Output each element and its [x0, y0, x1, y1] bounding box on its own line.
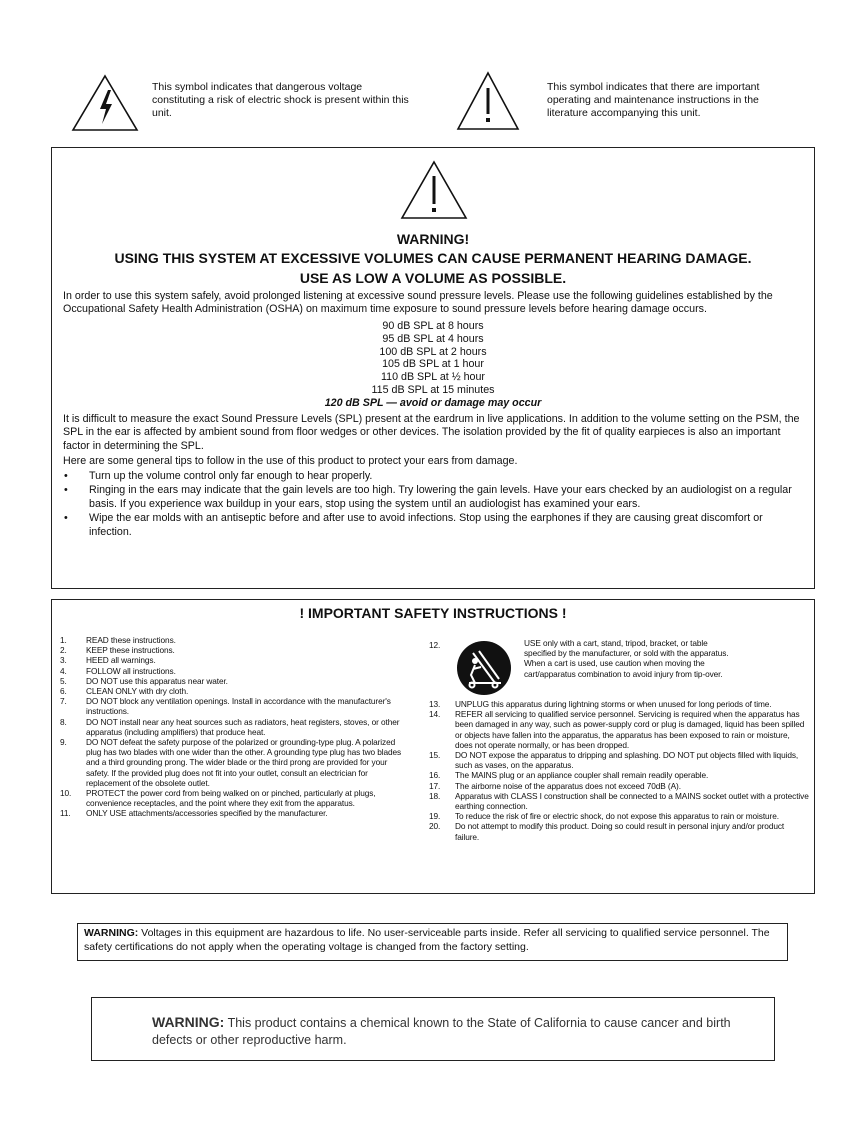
hearing-damage-warning-box	[51, 147, 815, 589]
tip-item: • Wipe the ear molds with an antiseptic before and after use to avoid infections. Stop using the earphones if they are causing great discomfort or infection.	[63, 511, 807, 539]
safety-item: 1. READ these instructions.	[60, 635, 176, 645]
attention-exclamation-icon	[456, 71, 520, 131]
cart-tip-over-icon	[455, 639, 513, 697]
spl-level: 105 dB SPL at 1 hour	[382, 358, 484, 371]
safety-item: 14. REFER all servicing to qualified service personnel. Servicing is required when the apparatus has been damaged in any way, such as power-supply cord or plug is damaged, liquid has been spilled or objects have fallen into the apparatus, the apparatus has been exposed to rain or moisture, does not operate normally, or has been dropped.	[429, 709, 805, 750]
spl-measurement-paragraph: It is difficult to measure the exact Sound Pressure Levels (SPL) present at the eardrum in live applications. In addition to the volume setting on the PSM, the SPL in the ear is affected by ambient sound from floor wedges or other devices. The isolation provided by the fit of quality earpieces is also an important factor in determining the SPL.	[63, 413, 800, 452]
safety-list-left	[60, 635, 412, 819]
safety-item: 20. Do not attempt to modify this product. Doing so could result in personal injury and/or product failure.	[429, 821, 785, 842]
prop65-warning-label: WARNING:	[152, 1014, 225, 1030]
shock-symbol-description: This symbol indicates that dangerous voltage constituting a risk of electric shock is present within this unit.	[152, 81, 409, 119]
safety-item: 9. DO NOT defeat the safety purpose of the polarized or grounding-type plug. A polarized plug has two blades with one wider than the other. A grounding type plug has two blades and a third grounding prong. The wider blade or the third prong are provided for your safety. If the provided plug does not fit into your outlet, consult an electrician for replacement of the obsolete outlet.	[60, 737, 402, 788]
safety-list-right	[429, 699, 809, 842]
spl-level: 90 dB SPL at 8 hours	[382, 320, 484, 332]
safety-item: 2. KEEP these instructions.	[60, 645, 175, 656]
safety-item: 6. CLEAN ONLY with dry cloth.	[60, 686, 189, 697]
spl-level: 95 dB SPL at 4 hours	[382, 332, 484, 345]
hearing-warning-exclamation-icon	[400, 160, 468, 220]
tip-item: • Ringing in the ears may indicate that the gain levels are too high. Try lowering the gain levels. Have your ears checked by an audiologist on a regular basis. If you experience wax buildup in your ears, stop using the system until an audiologist has examined your ears.	[63, 483, 807, 511]
prop65-warning-text: This product contains a chemical known to the State of California to cause cancer and birth defects or other reproductive harm.	[152, 1016, 731, 1047]
spl-level: 100 dB SPL at 2 hours	[379, 345, 487, 358]
safety-item: 15. DO NOT expose the apparatus to dripping and splashing. DO NOT put objects filled with liquids, such as vases, on the apparatus.	[429, 750, 799, 771]
spl-level: 110 dB SPL at ½ hour	[381, 371, 485, 384]
safety-instructions-title: ! IMPORTANT SAFETY INSTRUCTIONS !	[299, 605, 567, 621]
safety-item: 19. To reduce the risk of fire or electric shock, do not expose this apparatus to rain or moisture.	[429, 811, 779, 822]
warning-heading: WARNING!	[396, 231, 470, 247]
tip-item: • Turn up the volume control only far enough to hear properly.	[63, 469, 807, 483]
spl-max-level: 120 dB SPL — avoid or damage may occur	[324, 396, 542, 409]
safety-item: 11. ONLY USE attachments/accessories specified by the manufacturer.	[60, 808, 328, 819]
voltage-warning-label: WARNING:	[84, 927, 139, 939]
safety-item: 3. HEED all warnings.	[60, 655, 156, 666]
safety-item: 10. PROTECT the power cord from being walked on or pinched, particularly at plugs, convenience receptacles, and the point where they exit from the apparatus.	[60, 788, 376, 809]
safety-item-12-text: USE only with a cart, stand, tripod, bracket, or table specified by the manufacturer, or sold with the apparatus. When a cart is used, use caution when moving the cart/apparatus combination to avoid injury from tip-over.	[524, 638, 729, 679]
safety-item: 18. Apparatus with CLASS I construction shall be connected to a MAINS socket outlet with a protective earthing connection.	[429, 790, 809, 812]
safety-item-12-number: 12.	[429, 640, 441, 650]
spl-level: 115 dB SPL at 15 minutes	[371, 383, 495, 396]
osha-intro-paragraph: In order to use this system safely, avoid prolonged listening at excessive sound pressure levels. Please use the following guidelines established by the Occupational Safety Health Administration (OSHA) on maximum time exposure to sound pressure levels before hearing damage occurs.	[63, 290, 773, 316]
voltage-warning-box	[77, 923, 788, 961]
tips-intro: Here are some general tips to follow in the use of this product to protect your ears from damage.	[63, 455, 518, 467]
voltage-warning-text: Voltages in this equipment are hazardous to life. No user-serviceable parts inside. Refer all servicing to qualified service personnel. The safety certifications do not apply when the operating voltage is changed from the factory setting.	[84, 927, 770, 953]
safety-item: 17. The airborne noise of the apparatus does not exceed 70dB (A).	[429, 780, 681, 791]
safety-item: 8. DO NOT install near any heat sources such as radiators, heat registers, stoves, or other apparatus (including amplifiers) that produce heat.	[60, 716, 400, 737]
ear-protection-tips	[63, 469, 807, 539]
low-volume-headline: USE AS LOW A VOLUME AS POSSIBLE.	[299, 270, 567, 286]
spl-exposure-list	[52, 320, 814, 410]
prop65-warning	[152, 1014, 752, 1049]
safety-item: 16. The MAINS plug or an appliance coupler shall remain readily operable.	[429, 770, 709, 781]
safety-item: 7. DO NOT block any ventilation openings. Install in accordance with the manufacturer's instructions.	[60, 696, 391, 717]
safety-item: 4. FOLLOW all instructions.	[60, 665, 176, 676]
electric-shock-warning-icon	[71, 74, 139, 132]
safety-item: 5. DO NOT use this apparatus near water.	[60, 675, 228, 686]
hearing-damage-headline: USING THIS SYSTEM AT EXCESSIVE VOLUMES CAN CAUSE PERMANENT HEARING DAMAGE.	[114, 250, 752, 266]
safety-item: 13. UNPLUG this apparatus during lightning storms or when unused for long periods of time.	[429, 699, 772, 709]
attention-symbol-description: This symbol indicates that there are important operating and maintenance instructions in the literature accompanying this unit.	[547, 81, 760, 119]
safety-instructions-box	[51, 599, 815, 894]
prop65-warning-box	[91, 997, 775, 1061]
